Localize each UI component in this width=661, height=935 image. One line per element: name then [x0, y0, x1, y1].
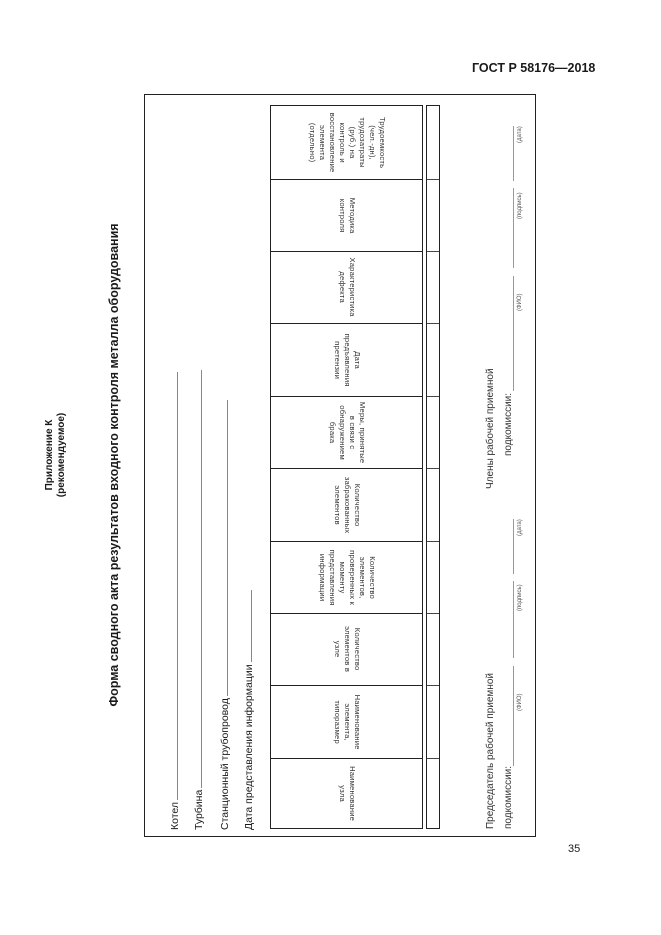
results-table	[270, 105, 440, 829]
members-name-line[interactable]	[513, 276, 514, 391]
table-row	[426, 105, 440, 829]
form-title: Форма сводного акта результатов входного контроля металла оборудования	[107, 223, 121, 707]
chairman-label-line1: Председатель рабочей приемной	[485, 673, 496, 829]
field-turbine[interactable]	[193, 370, 205, 830]
table-cell[interactable]	[427, 758, 439, 828]
column-header: Меры, принятые в связи с обнаружением брака	[271, 396, 422, 468]
members-label-line1: Члены рабочей приемной	[485, 368, 496, 489]
members-signature-line[interactable]	[513, 188, 514, 268]
column-header: Дата предъявления претензии	[271, 323, 422, 396]
field-label: Дата представления информации	[243, 664, 255, 830]
table-cell[interactable]	[427, 179, 439, 251]
column-header: Методика контроля	[271, 179, 422, 251]
chairman-name-line[interactable]	[513, 666, 514, 766]
members-label-line2: подкомиссии:	[503, 392, 514, 456]
table-header-row	[270, 105, 423, 829]
field-input-line[interactable]	[250, 590, 252, 662]
members-caption-name: (ФИО)	[517, 293, 523, 311]
members-caption-date: (дата)	[517, 126, 523, 143]
column-header: Количество забракованных элементов	[271, 468, 422, 541]
chairman-caption-name: (ФИО)	[517, 693, 523, 711]
table-cell[interactable]	[427, 323, 439, 396]
field-station-pipeline[interactable]	[219, 400, 231, 830]
form-frame	[144, 94, 536, 837]
appendix-title: Приложение К	[44, 419, 55, 491]
table-cell[interactable]	[427, 613, 439, 686]
table-cell[interactable]	[427, 106, 439, 179]
appendix-heading	[44, 350, 68, 560]
chairman-signature-line[interactable]	[513, 581, 514, 658]
field-info-date[interactable]	[243, 590, 255, 830]
field-label: Станционный трубопровод	[219, 698, 231, 830]
field-input-line[interactable]	[226, 400, 228, 696]
column-header: Трудоемкость (чел.-дн), трудозатраты (руб.) на контроль и восстановление элемента (отдельно)	[307, 112, 387, 173]
field-label: Котел	[169, 801, 181, 830]
members-caption-signature: (подпись)	[517, 192, 523, 219]
field-label: Турбина	[193, 789, 205, 830]
table-cell[interactable]	[427, 468, 439, 541]
table-cell[interactable]	[427, 396, 439, 468]
column-header: Наименование узла	[271, 758, 422, 828]
chairman-caption-date: (дата)	[517, 519, 523, 536]
page-number: 35	[568, 843, 581, 855]
chairman-caption-signature: (подпись)	[517, 584, 523, 611]
field-input-line[interactable]	[200, 370, 202, 788]
column-header: Характеристика дефекта	[271, 251, 422, 324]
table-cell[interactable]	[427, 251, 439, 324]
standard-number: ГОСТ Р 58176—2018	[472, 61, 596, 75]
members-date-line[interactable]	[513, 126, 514, 181]
chairman-label-line2: подкомиссии:	[503, 765, 514, 829]
chairman-date-line[interactable]	[513, 519, 514, 574]
table-cell[interactable]	[427, 541, 439, 613]
table-cell[interactable]	[427, 685, 439, 758]
column-header: Количество элементов в узле	[271, 613, 422, 686]
column-header: Наименование элемента, типоразмер	[271, 685, 422, 758]
column-header: Количество элементов, проверенных к моменту представления информации	[271, 541, 422, 613]
appendix-subtitle: (рекомендуемое)	[56, 412, 67, 498]
field-input-line[interactable]	[176, 372, 178, 800]
field-boiler[interactable]	[169, 372, 181, 830]
